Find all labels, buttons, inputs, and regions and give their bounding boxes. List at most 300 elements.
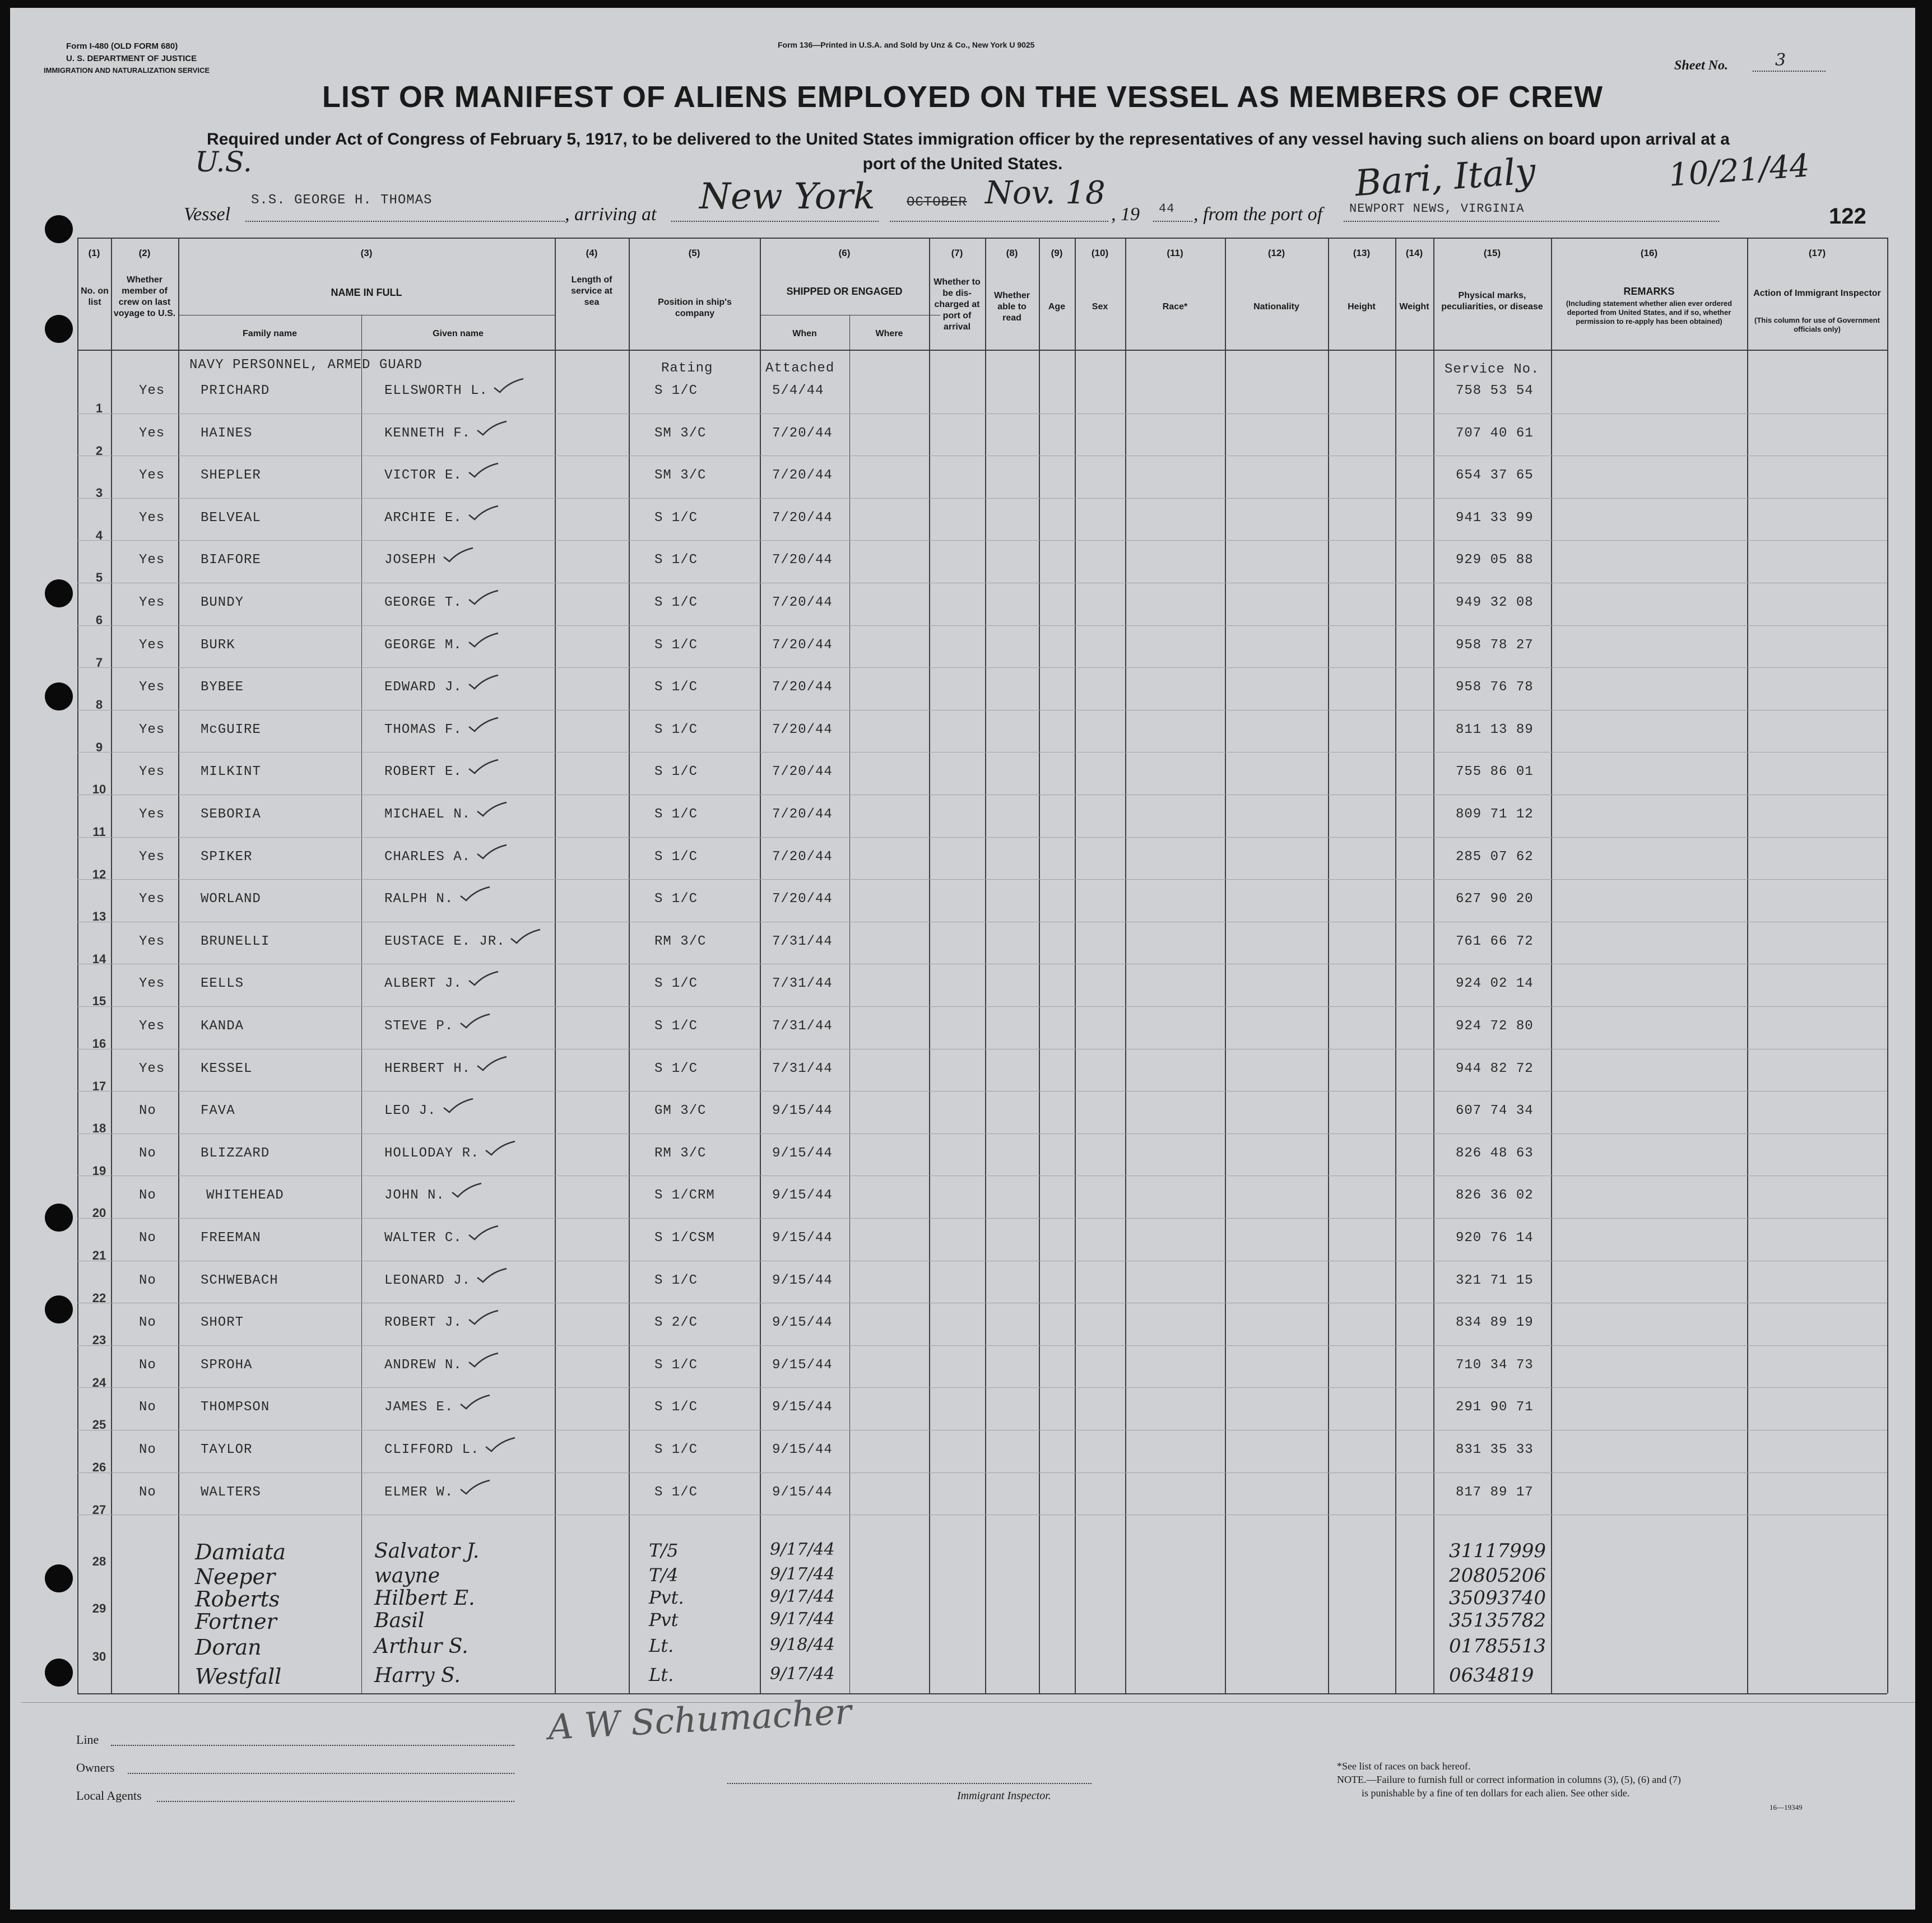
cell-when: 7/20/44 [772,764,833,780]
line-number: 9 [95,740,103,754]
cell-pos: S 1/C [654,595,698,610]
col-head-weight: Weight [1399,302,1429,312]
check-mark-icon [475,844,509,861]
table-row [77,1358,1887,1397]
cell-family: TAYLOR [201,1442,253,1457]
cell-pos: S 1/C [654,849,698,865]
cell-family: HAINES [201,425,253,441]
hand-cell-family: Damiata [195,1540,286,1564]
col-num: (3) [360,248,373,258]
hand-cell-svc: 35093740 [1449,1587,1546,1609]
col-head-given: Given name [433,329,484,338]
cell-given: VICTOR E. [384,468,462,484]
cell-prev: Yes [139,1061,165,1076]
col-head-length-service: Length of service at sea [571,275,612,307]
cell-pos: GM 3/C [654,1103,707,1119]
line-number: 1 [95,401,103,415]
table-row [77,1485,1887,1524]
cell-pos: S 1/C [654,1272,698,1288]
col-head-discharged: Whether to be dis- charged at port of arrival [934,277,981,332]
line-number: 7 [95,655,103,670]
col-num: (17) [1808,248,1826,258]
owners-label: Owners [76,1761,115,1775]
cell-family: KANDA [201,1019,244,1034]
cell-prev: Yes [139,976,165,992]
vessel-name: S.S. GEORGE H. THOMAS [251,193,433,208]
cell-given: EUSTACE E. JR. [384,933,505,949]
cell-given: WALTER C. [384,1230,462,1246]
cell-when: 9/15/44 [772,1357,833,1373]
col-head-action-sub: (This column for use of Government officials only) [1754,316,1880,333]
line-number: 14 [92,951,106,966]
cell-given: RALPH N. [384,891,454,907]
line-number: 3 [95,486,103,500]
service-name: IMMIGRATION AND NATURALIZATION SERVICE [44,66,210,75]
table-row [77,891,1887,931]
col-num: (14) [1405,248,1423,258]
line-number: 30 [92,1650,106,1664]
hand-cell-given: Hilbert E. [374,1587,475,1610]
check-mark-icon [458,886,492,903]
cell-svc: 924 72 80 [1456,1019,1534,1034]
cell-family: SCHWEBACH [201,1272,278,1288]
cell-when: 9/15/44 [772,1484,833,1500]
line-number: 21 [92,1248,106,1262]
cell-pos: S 1/C [654,1357,698,1373]
manifest-page [10,8,1915,1910]
hand-cell-family: Roberts [195,1587,280,1611]
hand-cell-when: 9/17/44 [770,1564,835,1584]
cell-pos: S 1/C [654,976,698,992]
fine-note-2: is punishable by a fine of ten dollars for each alien. See other side. [1362,1787,1630,1799]
sheet-label: Sheet No. [1674,58,1728,73]
table-row [77,807,1887,846]
cell-prev: Yes [139,849,165,865]
cell-svc: 834 89 19 [1456,1315,1534,1331]
cell-pos: S 1/C [654,1484,698,1500]
hand-cell-given: wayne [374,1564,440,1587]
cell-family: EELLS [201,976,244,992]
cell-prev: Yes [139,764,165,780]
cell-family: SHORT [201,1315,244,1331]
col-head-nationality: Nationality [1253,302,1299,312]
table-row [77,510,1887,550]
cell-svc: 758 53 54 [1456,383,1534,398]
hand-cell-when: 9/17/44 [770,1664,835,1684]
cell-family: WHITEHEAD [206,1188,284,1204]
cell-family: KESSEL [201,1061,253,1076]
cell-family: BYBEE [201,680,244,695]
cell-when: 9/15/44 [772,1272,833,1288]
cell-prev: No [139,1103,156,1119]
check-mark-icon [442,1098,475,1114]
table-row [77,934,1887,973]
col-num: (9) [1051,248,1063,258]
line-number: 13 [92,909,106,924]
check-mark-icon [467,759,500,775]
cell-prev: No [139,1230,156,1246]
cell-when: 7/20/44 [772,468,833,484]
cell-when: 9/15/44 [772,1188,833,1204]
cell-svc: 811 13 89 [1456,722,1534,737]
col-num: (5) [688,248,700,258]
check-mark-icon [458,1013,492,1030]
cell-svc: 941 33 99 [1456,510,1534,526]
cell-pos: S 1/C [654,680,698,695]
cell-family: THOMPSON [201,1400,270,1415]
hand-cell-svc: 0634819 [1449,1664,1534,1687]
page-title: LIST OR MANIFEST OF ALIENS EMPLOYED ON THE VESSEL AS MEMBERS OF CREW [322,80,1604,114]
flag-mark: U.S. [195,146,252,178]
table-row [77,1273,1887,1312]
check-mark-icon [467,717,500,733]
punch-hole [45,1564,73,1592]
cell-given: EDWARD J. [384,680,462,695]
page-number: 122 [1829,204,1866,229]
cell-when: 7/20/44 [772,807,833,822]
from-label: , from the port of [1193,204,1323,225]
handwritten-row [77,1540,1887,1569]
hand-cell-family: Doran [195,1635,262,1660]
cell-when: 7/20/44 [772,552,833,568]
cell-when: 5/4/44 [772,383,824,398]
cell-prev: Yes [139,722,165,737]
col-head-physical-marks: Physical marks, peculiarities, or disease [1441,291,1543,312]
table-row [77,1146,1887,1185]
line-number: 18 [92,1121,106,1136]
cell-pos: S 1/C [654,764,698,780]
cell-given: HOLLODAY R. [384,1145,480,1161]
punch-hole [45,682,73,710]
handwritten-row [77,1635,1887,1664]
cell-svc: 291 90 71 [1456,1400,1534,1415]
arrival-port: New York [699,176,875,217]
cell-pos: S 1/C [654,383,698,398]
line-number: 29 [92,1601,106,1615]
hand-cell-when: 9/17/44 [770,1609,835,1629]
col-num: (11) [1167,248,1183,258]
line-number: 10 [92,782,106,797]
cell-prev: Yes [139,933,165,949]
table-row [77,1315,1887,1354]
table-row [77,383,1887,422]
check-mark-icon [484,1140,517,1157]
cell-given: LEO J. [384,1103,436,1119]
cell-when: 7/20/44 [772,637,833,653]
vessel-label: Vessel [184,204,231,225]
cell-pos: S 1/C [654,1019,698,1034]
line-number: 24 [92,1375,106,1390]
cell-svc: 285 07 62 [1456,849,1534,865]
cell-when: 9/15/44 [772,1442,833,1457]
col-num: (10) [1091,248,1109,258]
handwritten-row [77,1587,1887,1616]
cell-prev: Yes [139,552,165,568]
month-struck: OCTOBER [907,195,967,210]
line-number: 15 [92,994,106,1009]
table-row [77,680,1887,719]
cell-family: SPIKER [201,849,253,865]
cell-prev: Yes [139,637,165,653]
cell-family: SEBORIA [201,807,261,822]
table-row [77,426,1887,465]
cell-prev: Yes [139,891,165,907]
cell-given: ALBERT J. [384,976,462,992]
cell-svc: 924 02 14 [1456,976,1534,992]
cell-svc: 761 66 72 [1456,933,1534,949]
table-row [77,764,1887,803]
line-label: Line [76,1732,99,1747]
hand-cell-svc: 20805206 [1449,1564,1546,1587]
punch-hole [45,1659,73,1687]
cell-given: JOHN N. [384,1188,445,1204]
hand-cell-family: Westfall [195,1664,282,1689]
hand-cell-pos: T/5 [649,1540,679,1561]
check-mark-icon [467,1225,500,1242]
cell-svc: 710 34 73 [1456,1357,1534,1373]
cell-svc: 707 40 61 [1456,425,1534,441]
check-mark-icon [442,547,475,564]
arriving-label: , arriving at [565,204,657,225]
cell-when: 7/20/44 [772,722,833,737]
table-row [77,1400,1887,1439]
local-agents-label: Local Agents [76,1789,142,1803]
col-head-sex: Sex [1092,302,1108,312]
check-mark-icon [467,1309,500,1326]
cell-prev: Yes [139,1019,165,1034]
cell-svc: 831 35 33 [1456,1442,1534,1457]
cell-given: ANDREW N. [384,1357,462,1373]
check-mark-icon [467,970,500,987]
line-number: 2 [95,443,103,458]
check-mark-icon [467,632,500,649]
hand-cell-given: Salvator J. [374,1540,480,1563]
form-code: 16—19349 [1770,1803,1803,1811]
cell-pos: S 1/CSM [654,1230,715,1246]
col-head-name: NAME IN FULL [331,287,402,298]
check-mark-icon [467,1352,500,1369]
check-mark-icon [467,589,500,606]
hand-cell-pos: Pvt. [649,1587,684,1608]
cell-svc: 944 82 72 [1456,1061,1534,1076]
col-num: (1) [88,248,100,258]
cell-pos: S 1/C [654,637,698,653]
cell-family: BLIZZARD [201,1145,270,1161]
cell-family: FAVA [201,1103,235,1119]
cell-family: BUNDY [201,595,244,610]
section-heading: NAVY PERSONNEL, ARMED GUARD [189,357,422,373]
table-row [77,976,1887,1015]
cell-given: ROBERT E. [384,764,462,780]
cell-given: ELMER W. [384,1484,454,1500]
cell-prev: Yes [139,468,165,484]
table-row [77,1442,1887,1481]
cell-when: 9/15/44 [772,1230,833,1246]
line-number: 25 [92,1418,106,1432]
cell-svc: 755 86 01 [1456,764,1534,780]
line-number: 8 [95,698,103,712]
line-number: 11 [92,825,106,839]
hand-cell-when: 9/17/44 [770,1587,835,1606]
hand-cell-family: Neeper [195,1564,276,1589]
col-head-shipped: SHIPPED OR ENGAGED [786,286,903,297]
cell-prev: No [139,1315,156,1331]
service-no-label: Service No. [1445,362,1540,377]
col-num: (2) [138,248,151,258]
line-number: 27 [92,1502,106,1517]
line-number: 5 [95,570,103,585]
cell-pos: S 1/C [654,510,698,526]
subtitle-line-1: Required under Act of Congress of February 5, 1917, to be delivered to the United States immigration officer by the representatives of any vessel having such aliens on board upon arrival at a [207,130,1730,148]
cell-prev: Yes [139,807,165,822]
cell-family: BRUNELLI [201,933,270,949]
cell-given: STEVE P. [384,1019,454,1034]
check-mark-icon [484,1437,517,1453]
cell-when: 7/20/44 [772,510,833,526]
punch-hole [45,215,73,243]
cell-svc: 321 71 15 [1456,1272,1534,1288]
cell-given: JOSEPH [384,552,436,568]
cell-prev: No [139,1357,156,1373]
cell-pos: S 2/C [654,1315,698,1331]
cell-prev: Yes [139,425,165,441]
line-number: 12 [92,867,106,881]
subtitle-line-2: port of the United States. [862,155,1063,173]
cell-family: SHEPLER [201,468,261,484]
handwritten-row [77,1609,1887,1638]
cell-pos: S 1/C [654,1400,698,1415]
line-number: 22 [92,1290,106,1305]
cell-family: SPROHA [201,1357,253,1373]
cell-given: KENNETH F. [384,425,471,441]
cell-family: WALTERS [201,1484,261,1500]
cell-svc: 809 71 12 [1456,807,1534,822]
hand-cell-given: Arthur S. [374,1635,468,1658]
from-port-hand: Bari, Italy [1353,150,1537,205]
cell-svc: 826 48 63 [1456,1145,1534,1161]
cell-svc: 958 78 27 [1456,637,1534,653]
check-mark-icon [492,378,526,394]
table-row [77,1061,1887,1100]
cell-family: MILKINT [201,764,261,780]
cell-pos: S 1/C [654,807,698,822]
table-row [77,849,1887,889]
arrival-date: Nov. 18 [985,175,1106,211]
inspector-label: Immigrant Inspector. [957,1790,1051,1802]
cell-pos: S 1/C [654,722,698,737]
punch-hole [45,1204,73,1232]
cell-family: PRICHARD [201,383,270,398]
cell-pos: RM 3/C [654,933,707,949]
cell-prev: No [139,1400,156,1415]
col-head-age: Age [1048,302,1066,312]
attached-label: Attached [765,361,835,376]
handwritten-row [77,1664,1887,1693]
col-num: (7) [951,248,963,258]
line-number: 23 [92,1333,106,1348]
handwritten-row [77,1564,1887,1594]
cell-pos: S 1/C [654,552,698,568]
cell-svc: 607 74 34 [1456,1103,1534,1119]
cell-given: ELLSWORTH L. [384,383,488,398]
cell-prev: No [139,1188,156,1204]
races-note: *See list of races on back hereof. [1337,1761,1471,1772]
fine-note-1: NOTE.—Failure to furnish full or correct information in columns (3), (5), (6) and (7) [1337,1774,1681,1785]
line-number: 6 [95,613,103,627]
cell-svc: 627 90 20 [1456,891,1534,907]
col-num: (15) [1483,248,1501,258]
cell-svc: 654 37 65 [1456,468,1534,484]
cell-pos: SM 3/C [654,425,707,441]
cell-pos: RM 3/C [654,1145,707,1161]
col-num: (12) [1267,248,1285,258]
corrected-date: 10/21/44 [1668,147,1811,194]
cell-family: BIAFORE [201,552,261,568]
col-head-where: Where [875,329,903,338]
line-number: 19 [92,1163,106,1178]
line-number: 20 [92,1206,106,1220]
cell-when: 7/20/44 [772,849,833,865]
cell-given: GEORGE M. [384,637,462,653]
cell-given: ROBERT J. [384,1315,462,1331]
check-mark-icon [458,1394,492,1411]
col-head-remarks: REMARKS [1623,286,1675,297]
cell-prev: No [139,1442,156,1457]
form-id: Form I-480 (OLD FORM 680) [66,41,178,51]
inspector-signature: A W Schumacher [547,1690,853,1748]
table-row [77,638,1887,677]
cell-family: WORLAND [201,891,261,907]
cell-when: 7/20/44 [772,891,833,907]
punch-hole [45,315,73,343]
cell-prev: Yes [139,510,165,526]
col-head-position: Position in ship's company [658,298,732,318]
check-mark-icon [450,1182,484,1199]
col-head-race: Race* [1162,302,1188,312]
cell-family: McGUIRE [201,722,261,737]
col-num: (8) [1006,248,1018,258]
from-port-struck: NEWPORT NEWS, VIRGINIA [1349,202,1525,216]
hand-cell-given: Harry S. [374,1664,461,1687]
cell-pos: S 1/C [654,1442,698,1457]
hand-cell-svc: 01785513 [1449,1635,1546,1657]
check-mark-icon [475,1056,509,1072]
cell-when: 9/15/44 [772,1103,833,1119]
table-row [77,1230,1887,1270]
rating-label: Rating [661,361,713,376]
col-head-no: No. on list [81,286,109,307]
hand-cell-when: 9/17/44 [770,1540,835,1559]
hand-cell-given: Basil [374,1609,425,1632]
col-num: (13) [1353,248,1371,258]
line-number: 26 [92,1460,106,1474]
col-num: (16) [1640,248,1658,258]
col-num: (6) [838,248,851,258]
cell-svc: 929 05 88 [1456,552,1534,568]
cell-when: 7/31/44 [772,1061,833,1076]
table-row [77,552,1887,592]
cell-when: 7/20/44 [772,425,833,441]
cell-family: FREEMAN [201,1230,261,1246]
cell-given: CHARLES A. [384,849,471,865]
table-row [77,1019,1887,1058]
cell-prev: Yes [139,595,165,610]
cell-when: 7/31/44 [772,976,833,992]
cell-prev: No [139,1484,156,1500]
table-row [77,1103,1887,1142]
department: U. S. DEPARTMENT OF JUSTICE [66,54,197,63]
check-mark-icon [458,1479,492,1496]
